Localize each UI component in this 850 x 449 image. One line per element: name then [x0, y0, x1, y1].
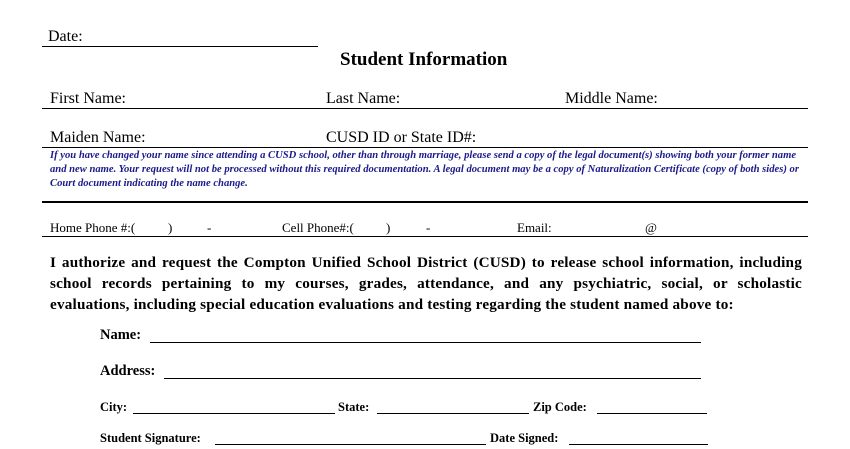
state-field[interactable] — [377, 413, 529, 414]
recipient-name-label: Name: — [100, 327, 142, 343]
middle-name-label: Middle Name: — [565, 90, 658, 107]
home-phone-label: Home Phone #:( — [50, 220, 136, 235]
signature-field[interactable] — [215, 444, 486, 445]
recipient-address-field[interactable] — [164, 378, 701, 379]
cell-phone-dash: - — [426, 220, 431, 235]
zip-field[interactable] — [597, 413, 707, 414]
section-divider — [42, 201, 808, 203]
email-at: @ — [645, 220, 657, 235]
city-field[interactable] — [133, 413, 335, 414]
date-label: Date: — [48, 28, 83, 45]
home-phone-dash: - — [207, 220, 212, 235]
date-field[interactable] — [42, 46, 318, 47]
date-signed-field[interactable] — [569, 444, 708, 445]
name-change-note: If you have changed your name since attending a CUSD school, other than through marriage, please send a copy of the legal document(s) showing both your former name and new name. Your request will not be processed without this required documentation. A legal document may be a copy of Naturalization Certificate (copy of both sides) or Court document indicating the name change. — [50, 150, 799, 189]
page-title: Student Information — [340, 49, 508, 70]
cell-phone-paren: ) — [386, 220, 391, 235]
cell-phone-label: Cell Phone#:( — [282, 220, 354, 235]
contact-row-field[interactable] — [42, 236, 808, 237]
name-row-field[interactable] — [42, 108, 808, 109]
city-label: City: — [100, 400, 128, 414]
last-name-label: Last Name: — [326, 90, 401, 107]
zip-label: Zip Code: — [533, 400, 587, 414]
cusd-id-label: CUSD ID or State ID#: — [326, 129, 477, 146]
date-signed-label: Date Signed: — [490, 431, 559, 445]
home-phone-paren: ) — [168, 220, 173, 235]
authorization-statement: I authorize and request the Compton Unified School District (CUSD) to release school information, including school records pertaining to my courses, grades, attendance, and any psychiatric, social, or scholastic evaluations, including special education evaluations and testing regarding the student named above to: — [50, 254, 802, 313]
recipient-name-field[interactable] — [150, 342, 701, 343]
recipient-address-label: Address: — [100, 363, 156, 379]
email-label: Email: — [517, 220, 552, 235]
maiden-id-row-field[interactable] — [42, 147, 808, 148]
maiden-name-label: Maiden Name: — [50, 129, 146, 146]
first-name-label: First Name: — [50, 90, 126, 107]
signature-label: Student Signature: — [100, 431, 201, 445]
state-label: State: — [338, 400, 370, 414]
